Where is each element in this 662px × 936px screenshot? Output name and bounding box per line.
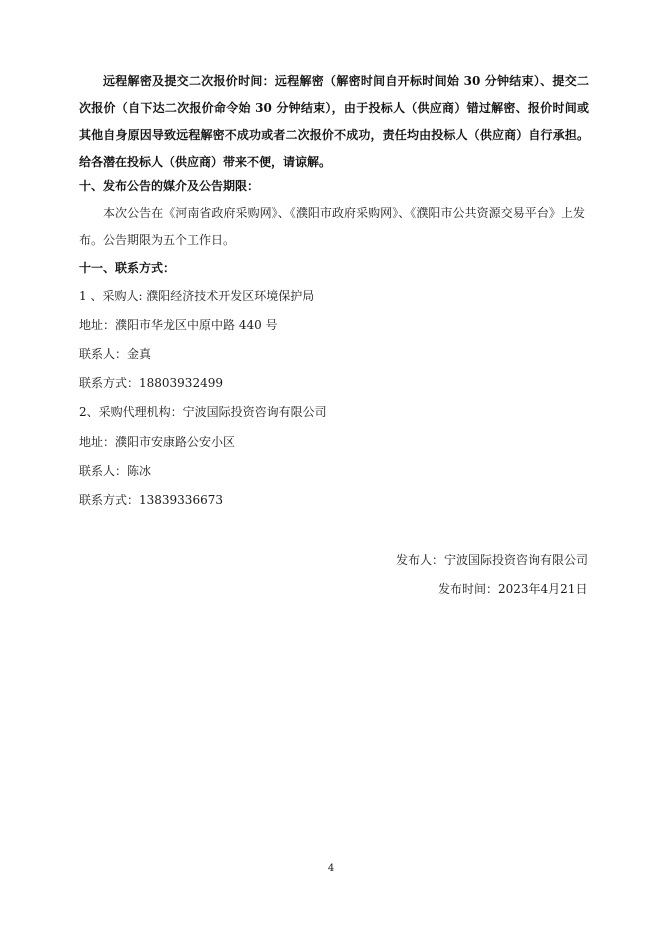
section-10-body: 本次公告在《河南省政府采购网》、《濮阳市政府采购网》、《濮阳市公共资源交易平台》上发布。公告期限为五个工作日。 [79,206,585,247]
purchaser-title: 1 、采购人: 濮阳经济技术开发区环境保护局 [79,289,315,303]
agency-contact: 联系人：陈冰 [79,464,152,478]
publisher: 发布人：宁波国际投资咨询有限公司 [396,553,589,567]
agency-title: 2、采购代理机构：宁波国际投资咨询有限公司 [79,405,327,419]
agency-address: 地址：濮阳市安康路公安小区 [79,435,236,449]
agency-phone: 联系方式：13839336673 [79,493,223,507]
purchaser-phone: 联系方式：18803932499 [79,376,223,390]
purchaser-contact: 联系人：金真 [79,347,152,361]
publish-time: 发布时间：2023年4月21日 [438,582,588,596]
purchaser-address: 地址：濮阳市华龙区中原中路 440 号 [79,318,278,332]
remote-decrypt-paragraph: 远程解密及提交二次报价时间：远程解密（解密时间自开标时间始 30 分钟结束）、提交二次报价（自下达二次报价命令始 30 分钟结束），由于投标人（供应商）错过解密、报价时间或其他自身原因导致远程解密不成功或者二次报价不成功，责任均由投标人（供应商）自行承担。给各潜在投标人（供应商）带来不便，请谅解。 [79,74,589,169]
section-10-heading: 十、发布公告的媒介及公告期限： [79,179,260,193]
section-11-heading: 十一、联系方式： [79,261,176,275]
page-number: 4 [327,863,335,874]
